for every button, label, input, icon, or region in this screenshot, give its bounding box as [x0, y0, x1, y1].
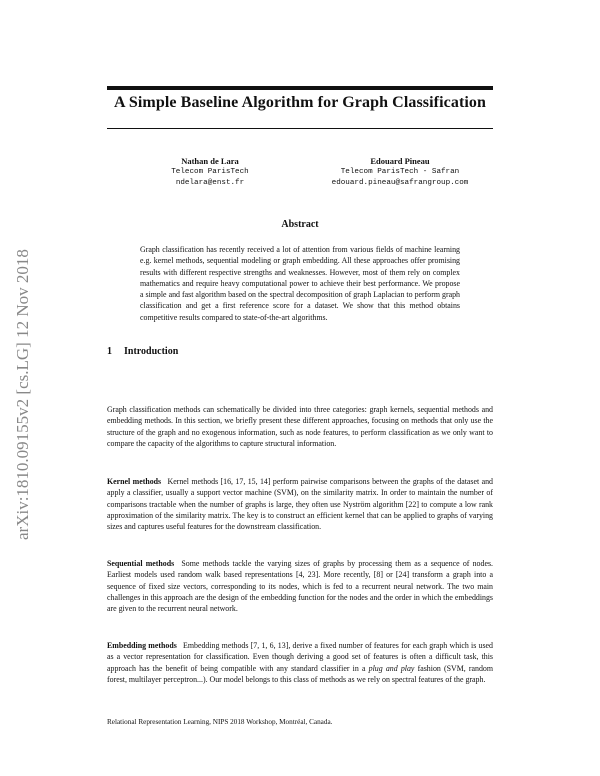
- arxiv-stamp: arXiv:1810.09155v2 [cs.LG] 12 Nov 2018: [13, 249, 32, 540]
- section-title: Introduction: [124, 346, 179, 357]
- section-number: 1: [107, 346, 112, 357]
- intro-paragraph: Graph classification methods can schematically be divided into three categories: graph kernels, sequential methods and embedding methods. In this section, we briefly present these different approaches, focusing on methods that only use the structure of the graph and no exogenous information, such as node features, to perform classification as we only want to compare the capacity of the algorithms to capture structural information.: [107, 405, 493, 448]
- author-1-affiliation: Telecom ParisTech: [171, 168, 249, 176]
- author-1: [150, 156, 270, 189]
- paper-title: A Simple Baseline Algorithm for Graph Classification: [113, 94, 487, 111]
- abstract-text: Graph classification has recently received a lot of attention from various fields of machine learning e.g. kernel methods, sequential modeling or graph embedding. All these approaches offer promising results with different respective strengths and weaknesses. However, most of them rely on complex mathematics and require heavy computational power to achieve their best performance. We propose a simple and fast algorithm based on the spectral decomposition of graph Laplacian to perform graph classification and get a first reference score for a dataset. We show that this method obtains competitive results compared to state-of-the-art algorithms.: [140, 245, 460, 322]
- sequential-methods-text: Some methods tackle the varying sizes of graphs by processing them as a sequence of nodes. Earliest models used random walk based representations [4, 23]. More recently, [8] or [24] transform a graph into a sequence of fixed size vectors, corresponding to its nodes, which is fed to a recurrent neural network. The two main challenges in this approach are the design of the embedding function for the nodes and the order in which the embeddings are given to the recurrent neural network.: [107, 559, 493, 614]
- kernel-methods-paragraph: [107, 476, 493, 532]
- sequential-methods-head: Sequential methods: [107, 559, 175, 568]
- author-2-name: Edouard Pineau: [370, 156, 430, 166]
- embedding-methods-head: Embedding methods: [107, 641, 177, 650]
- embedding-methods-text-before: Embedding methods [7, 1, 6, 13], derive a fixed number of features for each graph which is used as a vector representation for classification. Even though deriving a good set of features is often a difficult task, this approach has the benefit of being compatible with any standard classifier in a: [107, 641, 494, 673]
- embedding-methods-italic: plug and play: [368, 663, 415, 673]
- title-bottom-rule: [107, 128, 493, 129]
- author-2-email: edouard.pineau@safrangroup.com: [331, 179, 469, 187]
- abstract-heading: Abstract: [281, 219, 319, 230]
- author-1-name: Nathan de Lara: [181, 156, 239, 166]
- author-2-affiliation: Telecom ParisTech - Safran: [340, 168, 460, 176]
- kernel-methods-head: Kernel methods: [107, 477, 162, 486]
- kernel-methods-text: Kernel methods [16, 17, 15, 14] perform pairwise comparisons between the graphs of the dataset and apply a classifier, usually a support vector machine (SVM), on the similarity matrix. In order to maintain the number of comparisons tractable when the number of graphs is large, they often use Nyström algorithm [22] to compute a low rank approximation of the similarity matrix. The key is to construct an efficient kernel that can be applied to graphs of varying sizes and captures useful features for the downstream classification.: [107, 477, 493, 532]
- author-1-email: ndelara@enst.fr: [175, 179, 245, 187]
- page-footer: Relational Representation Learning, NIPS 2018 Workshop, Montréal, Canada.: [107, 718, 333, 726]
- embedding-methods-paragraph: [107, 640, 493, 685]
- title-top-rule: [107, 86, 493, 90]
- author-2: [315, 156, 485, 189]
- sequential-methods-paragraph: [107, 558, 493, 614]
- embedding-methods-text-after: fashion (SVM, random forest, multilayer perceptron...). Our model belongs to this class of methods as we rely on spectral features of the graph.: [107, 663, 493, 684]
- section-heading: [107, 346, 178, 357]
